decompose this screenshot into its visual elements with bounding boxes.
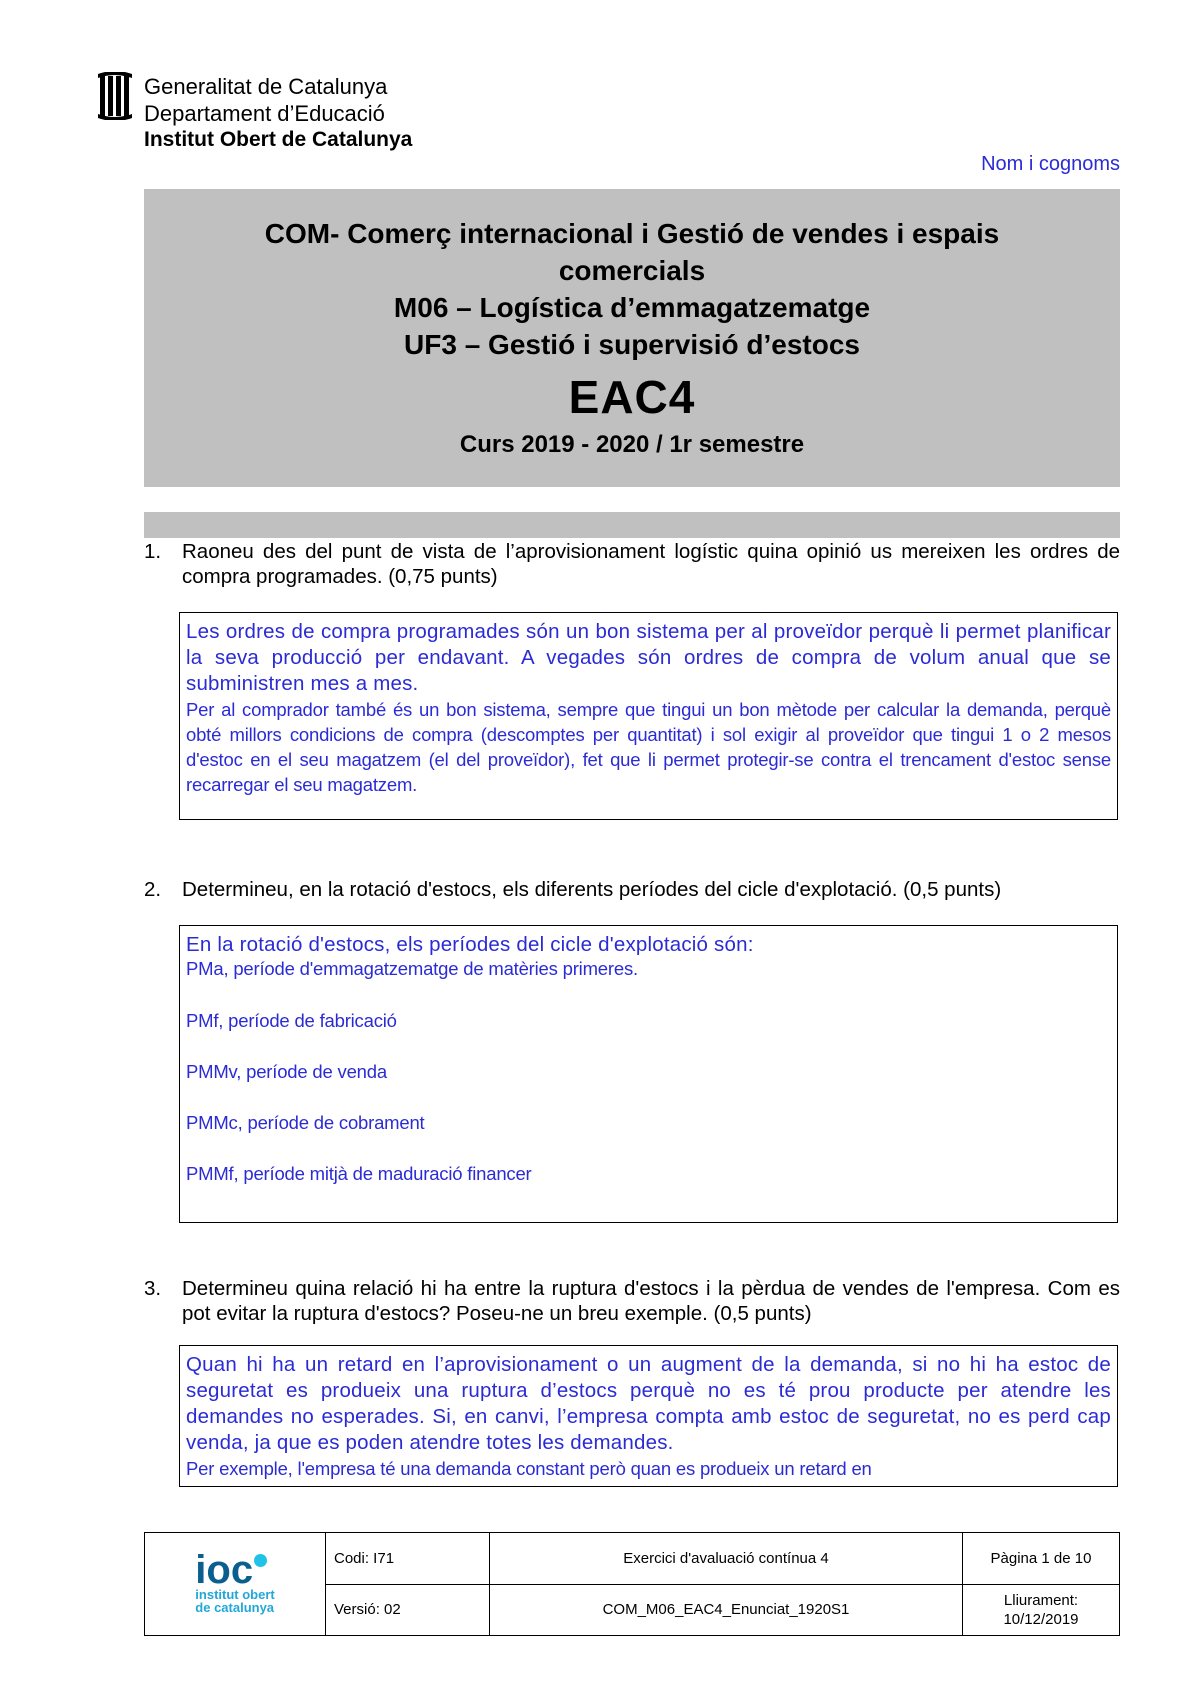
department-name: Departament d’Educació — [144, 101, 385, 126]
answer-paragraph: Per exemple, l'empresa té una demanda constant però quan es produeix un retard en — [186, 1458, 872, 1479]
delivery-label: Lliurament: — [1003, 1591, 1079, 1609]
ioc-logo-text: ioc — [195, 1548, 254, 1592]
answer-box-1[interactable] — [179, 612, 1118, 820]
ioc-logo-subtitle: institut obert — [195, 1587, 275, 1602]
question-3 — [144, 1276, 1120, 1326]
divider-bar — [144, 512, 1120, 538]
ioc-dot-icon — [254, 1554, 267, 1567]
title-block — [144, 189, 1120, 487]
page-footer — [144, 1532, 1120, 1636]
ioc-logo — [145, 1533, 326, 1636]
footer-delivery — [963, 1584, 1120, 1636]
question-number: 2. — [144, 878, 162, 901]
question-text: Raoneu des del punt de vista de l’aprovisionament logístic quina opinió us mereixen les ordres de compra programades. (0,75 punts) — [182, 540, 1120, 588]
question-text: Determineu quina relació hi ha entre la ruptura d'estocs i la pèrdua de vendes de l'empresa. Com es pot evitar la ruptura d'estocs? Poseu-ne un breu exemple. (0,5 punts) — [182, 1277, 1120, 1325]
question-1 — [144, 539, 1120, 589]
delivery-date: 10/12/2019 — [1003, 1610, 1079, 1628]
question-number: 1. — [144, 540, 162, 563]
question-2 — [144, 877, 1120, 902]
student-name-field[interactable]: Nom i cognoms — [981, 153, 1120, 175]
footer-exercise: Exercici d'avaluació contínua 4 — [490, 1533, 963, 1585]
answer-line: PMa, període d'emmagatzematge de matèries primeres. — [186, 958, 638, 979]
answer-line: PMMf, període mitjà de maduració financer — [186, 1163, 532, 1184]
answer-line: PMMc, període de cobrament — [186, 1112, 425, 1133]
course-year: Curs 2019 - 2020 / 1r semestre — [459, 431, 805, 458]
unit-title: UF3 – Gestió i supervisió d’estocs — [404, 329, 860, 360]
footer-version: Versió: 02 — [326, 1584, 490, 1636]
course-title: COM- Comerç internacional i Gestió de vendes i espais comercials — [264, 218, 1000, 286]
question-number: 3. — [144, 1277, 162, 1300]
answer-paragraph: Quan hi ha un retard en l’aprovisionament o un augment de la demanda, si no hi ha estoc de seguretat es produeix una ruptura d’estocs perquè no es té prou producte per atendre les demandes no esperades. Si, en canvi, l’empresa compta amb estoc de seguretat, no es perd cap venda, ja que es poden atendre totes les demandes. — [186, 1353, 1111, 1454]
footer-code: Codi: I71 — [326, 1533, 490, 1585]
org-name: Generalitat de Catalunya — [144, 74, 388, 99]
ioc-logo-subtitle: de catalunya — [195, 1600, 275, 1615]
answer-box-2[interactable] — [179, 925, 1118, 1223]
question-text: Determineu, en la rotació d'estocs, els diferents períodes del cicle d'explotació. (0,5 punts) — [182, 878, 1002, 901]
answer-line: PMMv, període de venda — [186, 1061, 387, 1082]
answer-paragraph: Les ordres de compra programades són un bon sistema per al proveïdor perquè li permet planificar la seva producció per endavant. A vegades són ordres de compra de volum anual que se subministren mes a mes. — [186, 620, 1111, 695]
answer-paragraph: Per al comprador també és un bon sistema, sempre que tingui un bon mètode per calcular la demanda, perquè obté millors condicions de compra (descomptes per quantitat) i sol exigir al proveïdor que tingui 1 o 2 mesos d'estoc en el seu magatzem (el del proveïdor), fet que li permet protegir-se contra el trencament d'estoc sense recarregar el seu magatzem. — [186, 699, 1111, 795]
module-title: M06 – Logística d’emmagatzematge — [393, 292, 871, 323]
answer-paragraph: En la rotació d'estocs, els períodes del cicle d'explotació són: — [186, 933, 754, 956]
answer-line: PMf, període de fabricació — [186, 1010, 397, 1031]
assignment-code: EAC4 — [568, 371, 696, 423]
footer-filename: COM_M06_EAC4_Enunciat_1920S1 — [490, 1584, 963, 1636]
institute-name: Institut Obert de Catalunya — [144, 128, 413, 151]
answer-box-3[interactable] — [179, 1345, 1118, 1487]
footer-page-number: Pàgina 1 de 10 — [963, 1533, 1120, 1585]
generalitat-logo — [98, 72, 132, 120]
